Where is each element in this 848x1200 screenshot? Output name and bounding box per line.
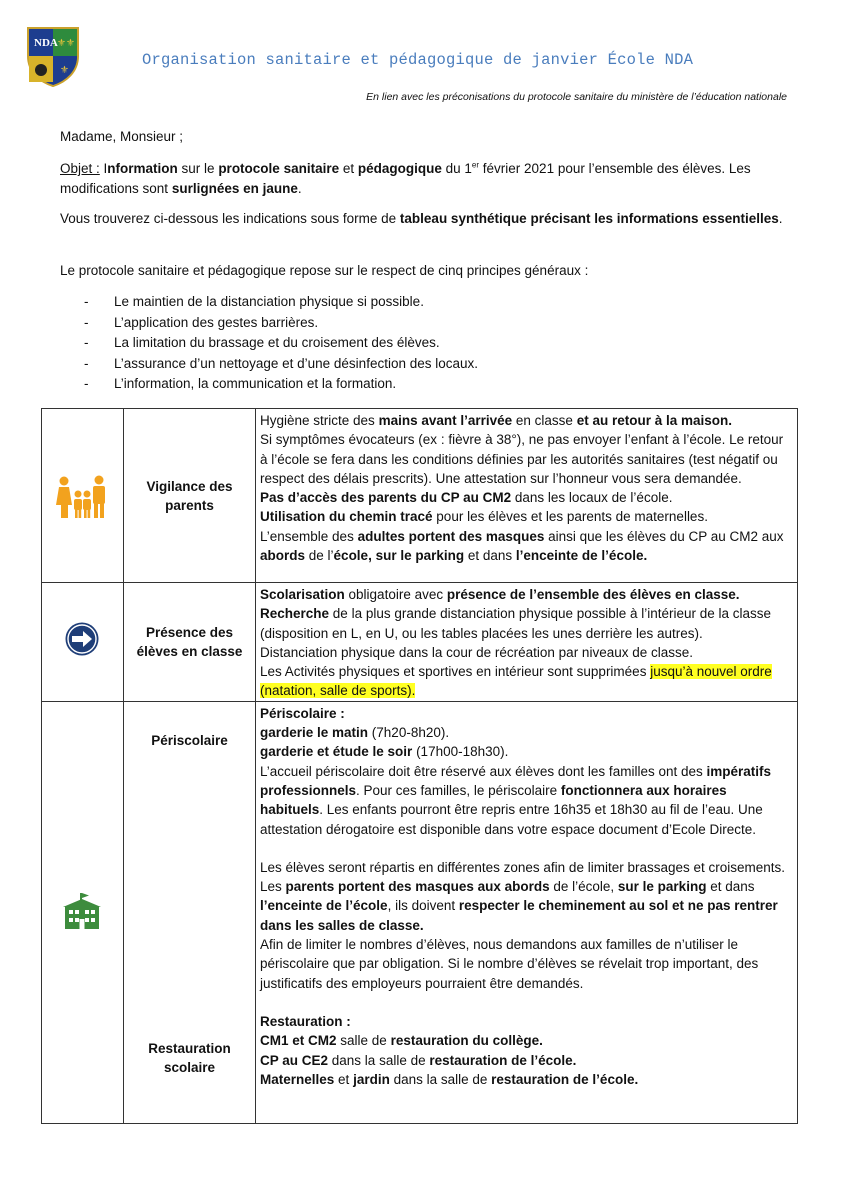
list-item: - La limitation du brassage et du croisement des élèves. xyxy=(84,333,478,354)
row-icon-cell xyxy=(42,583,124,702)
cell-text: Scolarisation xyxy=(260,587,345,602)
table-row xyxy=(42,409,798,583)
intro-text: . xyxy=(778,211,783,226)
cell-text: Si symptômes évocateurs (ex : fièvre à 38°), ne pas envoyer l’enfant à l’école. Le retour à l’école se fera dans les conditions définies par les autorités sanitaires (test négatif ou respect des délais prescrits). Une attestation sur l’honneur vous sera demandée. xyxy=(260,432,784,486)
cell-text: salle de xyxy=(336,1033,391,1049)
cell-text: Périscolaire : xyxy=(260,705,345,721)
svg-text:⚜: ⚜ xyxy=(60,65,69,76)
cell-text: Les Activités physiques et sportives en intérieur sont supprimées xyxy=(260,664,651,680)
cell-text: abords xyxy=(260,548,306,564)
cell-text: garderie et étude le soir xyxy=(260,744,413,760)
school-crest-logo xyxy=(26,26,80,88)
row-description xyxy=(256,409,798,583)
cell-text: et xyxy=(334,1071,354,1087)
cell-text: parents portent des masques aux abords xyxy=(285,879,550,895)
cell-text: dans la salle de xyxy=(389,1071,492,1087)
list-item: - Le maintien de la distanciation physique si possible. xyxy=(84,292,478,313)
cell-text: restauration de l’école. xyxy=(491,1071,639,1087)
objet-text: er xyxy=(471,160,480,170)
cell-text: adultes portent des masques xyxy=(357,528,545,544)
svg-text:NDA: NDA xyxy=(34,37,58,49)
objet-text: surlignées en jaune xyxy=(171,181,298,196)
cell-text: respecter le cheminement au sol et ne pas rentrer dans les salles de classe. xyxy=(260,898,778,933)
cell-text: Distanciation physique dans la cour de récréation par niveaux de classe. xyxy=(260,644,694,660)
cell-text: Afin de limiter le nombres d’élèves, nous demandons aux familles de n’utiliser le périscolaire que par obligation. Si le nombre d’élèves se révelait trop important, des justificatifs des employeurs pourraient être demandés. xyxy=(260,937,759,991)
cell-text: dans la salle de xyxy=(328,1052,430,1068)
row-icon-cell xyxy=(42,701,124,1123)
cell-text: , ils doivent xyxy=(387,898,459,914)
cell-text: pour les élèves et les parents de maternelles. xyxy=(432,509,708,525)
cell-text: . Pour ces familles, le périscolaire xyxy=(356,782,561,798)
cell-text: CP au CE2 xyxy=(260,1052,329,1068)
cell-text: et dans xyxy=(464,548,516,564)
cell-text: présence de l’ensemble des élèves en classe. xyxy=(446,587,740,602)
cell-text: et dans xyxy=(706,879,755,895)
row-description xyxy=(256,583,798,702)
cell-text: fonctionnera aux horaires habituels xyxy=(260,782,727,818)
greeting: Madame, Monsieur ; xyxy=(60,129,184,144)
cell-text: Les xyxy=(260,879,286,895)
cell-text: garderie le matin xyxy=(260,725,369,741)
cell-text: ainsi que les élèves du CP au CM2 aux xyxy=(544,528,784,544)
cell-text: en classe xyxy=(512,413,577,428)
cell-text: obligatoire avec xyxy=(344,587,447,602)
cell-text: Utilisation du chemin tracé xyxy=(260,509,433,525)
cell-text: Pas d’accès des parents du CP au CM2 xyxy=(260,490,512,506)
intro-text: Vous trouverez ci-dessous les indications sous forme de xyxy=(60,211,400,226)
row-label: Présence des élèves en classe xyxy=(136,625,243,659)
protocol-table xyxy=(41,408,798,1124)
row-label-cell xyxy=(124,409,256,583)
objet-text: sur le xyxy=(177,161,219,176)
cell-text: dans les locaux de l’école. xyxy=(511,490,673,506)
page-title: Organisation sanitaire et pédagogique de janvier École NDA xyxy=(142,51,694,69)
row-label: Vigilance des parents xyxy=(146,479,233,513)
objet-text: . xyxy=(297,181,302,196)
cell-text: Recherche xyxy=(260,606,330,622)
svg-text:⚜⚜: ⚜⚜ xyxy=(57,38,75,49)
cell-text: CM1 et CM2 xyxy=(260,1033,337,1049)
list-item: - L’assurance d’un nettoyage et d’une désinfection des locaux. xyxy=(84,354,478,375)
cell-text: (17h00-18h30). xyxy=(412,744,509,760)
objet-text: pédagogique xyxy=(357,161,442,176)
cell-text: restauration du collège. xyxy=(390,1033,543,1049)
objet-text: du 1 xyxy=(441,161,472,176)
row-label: Périscolaire xyxy=(151,732,228,748)
cell-text: sur le parking xyxy=(617,879,707,895)
row-icon-cell xyxy=(42,409,124,583)
cell-text: de la plus grande distanciation physique possible à l’intérieur de la classe (disposition en L, en U, ou les tables placées les unes derrière les autres). xyxy=(260,606,772,641)
cell-text: jardin xyxy=(353,1071,390,1087)
cell-text: (7h20-8h20). xyxy=(368,725,450,741)
cell-text: . Les enfants pourront être repris entre 16h35 et 18h30 au fil de l’eau. Une attestation dérogatoire est disponible dans votre espace document d’Ecole Directe. xyxy=(260,802,763,837)
school-building-icon xyxy=(63,893,101,932)
cell-text: école, sur le parking xyxy=(333,548,465,564)
principles-intro: Le protocole sanitaire et pédagogique repose sur le respect de cinq principes généraux : xyxy=(60,263,589,278)
intro-text: tableau synthétique précisant les informations essentielles xyxy=(399,211,779,226)
objet-text: I xyxy=(99,161,108,176)
objet-text: et xyxy=(339,161,358,176)
list-item: - L’application des gestes barrières. xyxy=(84,313,478,334)
cell-text: et au retour à la maison. xyxy=(576,413,732,428)
cell-text: Hygiène stricte des xyxy=(260,413,379,428)
cell-text: impératifs professionnels xyxy=(260,763,772,798)
row-description xyxy=(256,701,798,1123)
cell-text: de l’ xyxy=(305,548,334,564)
cell-text: l’enceinte de l’école xyxy=(260,898,388,914)
objet-text: février 2021 pour l’ensemble des élèves. Les modifications sont xyxy=(60,161,751,196)
cell-text: restauration de l’école. xyxy=(429,1052,577,1068)
objet-text: nformation xyxy=(107,161,178,176)
row-label: Restauration scolaire xyxy=(148,1040,231,1075)
arrow-right-circle-icon xyxy=(64,621,100,660)
intro-paragraph xyxy=(60,209,790,229)
cell-text: L’accueil périscolaire doit être réservé aux élèves dont les familles ont des xyxy=(260,763,707,779)
list-item: - L’information, la communication et la formation. xyxy=(84,374,478,395)
cell-text: l’enceinte de l’école. xyxy=(515,548,648,564)
cell-text: mains avant l’arrivée xyxy=(378,413,513,428)
objet-paragraph xyxy=(60,159,790,199)
cell-text: Restauration : xyxy=(260,1013,351,1029)
family-icon xyxy=(56,475,108,522)
cell-text: de l’école, xyxy=(549,879,618,895)
principles-list xyxy=(84,292,478,395)
highlighted-text: jusqu’à nouvel ordre (natation, salle de sports). xyxy=(260,664,772,699)
cell-text: Maternelles xyxy=(260,1071,335,1087)
objet-label: Objet : xyxy=(60,161,100,176)
objet-text: protocole sanitaire xyxy=(218,161,340,176)
table-row xyxy=(42,701,798,1123)
row-label-cell xyxy=(124,583,256,702)
page-subtitle: En lien avec les préconisations du protocole sanitaire du ministère de l’éducation nationale xyxy=(366,91,787,103)
row-label-cell xyxy=(124,701,256,1123)
table-row xyxy=(42,583,798,702)
cell-text: L’ensemble des xyxy=(260,528,358,544)
cell-text: Les élèves seront répartis en différentes zones afin de limiter brassages et croisements. xyxy=(260,859,786,875)
